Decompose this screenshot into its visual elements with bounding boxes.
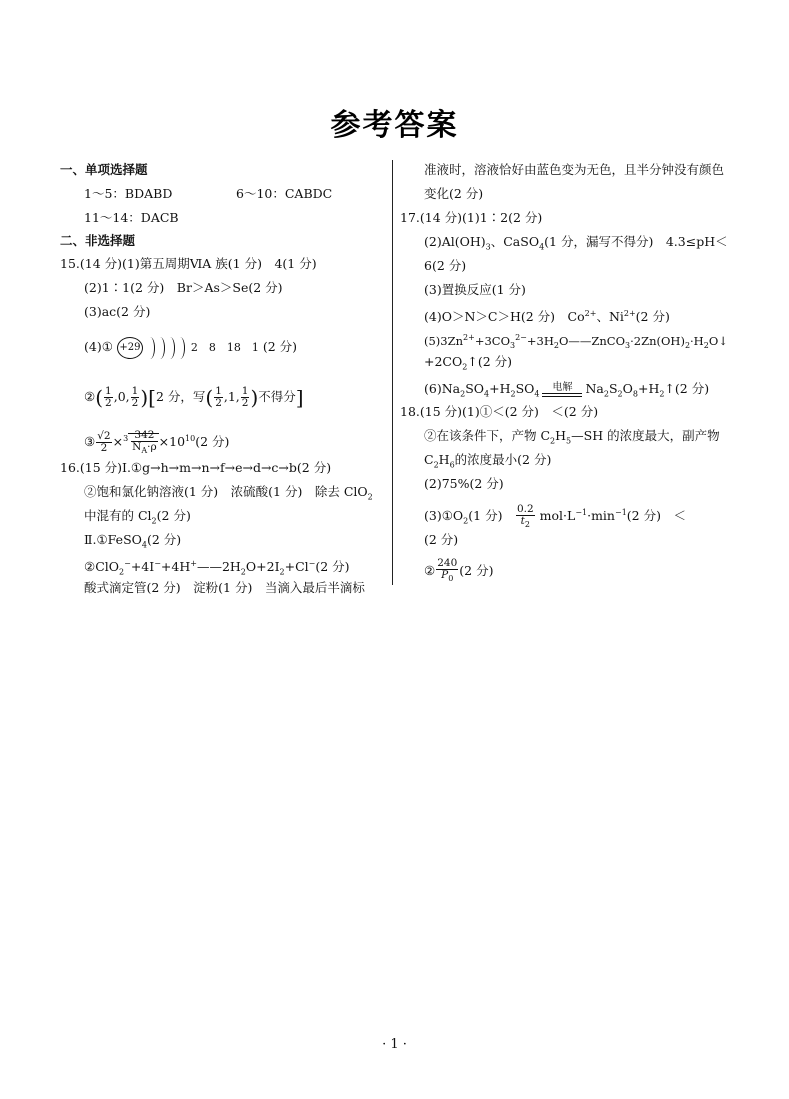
section-heading-choice: 一、单项选择题	[60, 162, 148, 177]
electron-shells: 2 8 18 1	[190, 341, 259, 354]
q15-coordinates: ②( $\frac{1}{2}$ ,0, $\frac{1}{2}$ )[2 分，写( $\frac{1}{2}$ ,1, $\frac{1}{2}$ )不得分]	[84, 385, 304, 410]
q17-electrolysis-equation: $(6)Na_2SO_4+H_2SO_4$ 电解 $Na_2S_2O_8+H_2↑(2$ 分)	[424, 381, 710, 399]
nucleus: +29	[117, 337, 143, 359]
page-number: · 1 ·	[382, 1037, 407, 1052]
section-heading-nonchoice: 二、非选择题	[60, 233, 136, 248]
q17-line-5: (4)O＞N＞C＞H(2 分) $Co^{2+}$、$Ni^{2+}(2$ 分)	[424, 309, 670, 325]
q18-line-4: (2)75%(2 分)	[424, 476, 504, 491]
q16-line-6: 酸式滴定管(2 分) 淀粉(1 分) 当滴入最后半滴标	[84, 580, 365, 595]
q16-continued-2: 变化(2 分)	[424, 186, 484, 201]
q15-atom-structure: (4)① +29 2 8 18 1 (2 分)	[84, 332, 297, 363]
q16-line-2: ②饱和氯化钠溶液(1 分) 浓硫酸(1 分) 除去 ClO$_2$	[84, 484, 373, 502]
q15-density: ③ $\frac{√2}{2}$ ×$^3$ $\frac{342}{N_A\cdot\rho}$ $\times 10^{10}(2$ 分)	[84, 428, 230, 455]
page-title: 参考答案	[330, 108, 459, 143]
q16-line-3: 中混有的 $Cl_2(2$ 分)	[84, 508, 191, 526]
q16-line-4: Ⅱ.①FeSO$_4$(2 分)	[84, 532, 182, 550]
q18-line-3: $C_2H_6$的浓度最小(2 分)	[424, 452, 552, 470]
q16-continued-1: 准液时，溶液恰好由蓝色变为无色，且半分钟没有颜色	[424, 162, 725, 177]
answers-1-5: 1～5：BDABD	[84, 186, 173, 201]
q17-line-7: $+2CO_2↑(2$ 分)	[424, 354, 512, 372]
q15-line-3: (3)ac(2 分)	[84, 304, 151, 319]
q18-line-1: 18.(15 分)(1)①＜(2 分) ＜(2 分)	[400, 404, 599, 419]
q17-line-3: 6(2 分)	[424, 258, 467, 273]
q16-line-1: 16.(15 分)Ⅰ.①g→h→m→n→f→e→d→c→b(2 分)	[60, 460, 332, 475]
answers-6-10: 6～10：CABDC	[236, 186, 333, 201]
column-divider	[392, 160, 393, 585]
q17-line-1: 17.(14 分)(1)1∶2(2 分)	[400, 210, 543, 225]
q18-pressure: ② $\frac{240}{P_0}$ (2 分)	[424, 557, 494, 584]
answers-11-14: 11～14：DACB	[84, 210, 179, 225]
q16-equation: $②ClO_2^-+4I^-+4H^+——2H_2O+2I_2+Cl^-(2$ 分)	[84, 559, 350, 577]
q17-equation: $(5)3Zn^{2+}+3CO_3^{2-}+3H_2O——ZnCO_3\cdot 2Zn(OH)_2\cdot H_2O↓$	[424, 333, 728, 351]
q18-rate: $(3)①O_2(1$ 分) $\frac{0.2}{t_2}$ $mol\cdot L^{-1}\cdot\min^{-1}(2$ 分) ＜	[424, 502, 686, 529]
q15-line-2: (2)1∶1(2 分) Br＞As＞Se(2 分)	[84, 280, 283, 295]
q18-line-6: (2 分)	[424, 532, 459, 547]
q17-line-2: $(2)Al(OH)_3$、CaSO$_4$(1 分，漏写不得分) 4.3≤pH＜	[424, 234, 728, 252]
q17-line-4: (3)置换反应(1 分)	[424, 282, 526, 297]
q18-line-2: ②在该条件下，产物 $C_2H_5—SH$ 的浓度最大，副产物	[424, 428, 720, 446]
q15-line-1: 15.(14 分)(1)第五周期ⅥA 族(1 分) 4(1 分)	[60, 256, 317, 271]
